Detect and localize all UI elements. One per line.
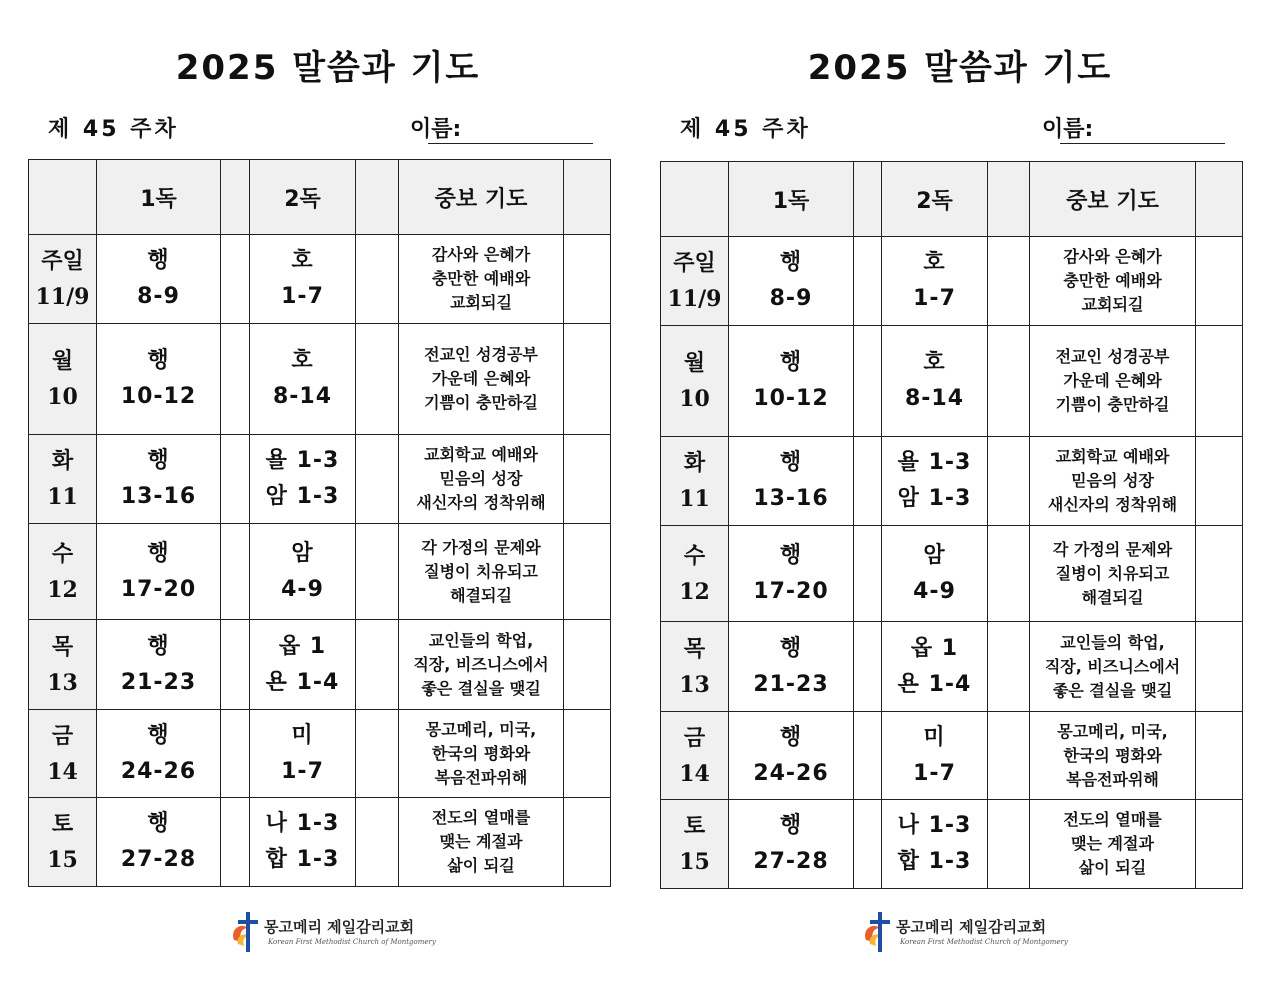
reading2-text: 암 1-3 xyxy=(265,484,340,509)
reading2-text: 욜 1-3 xyxy=(897,450,972,475)
header-prayer: 중보 기도 xyxy=(399,160,564,235)
day-cell xyxy=(661,237,729,326)
table-row xyxy=(29,235,611,324)
prayer-checkbox[interactable] xyxy=(564,710,611,798)
church-name-english: Korean First Methodist Church of Montgomery xyxy=(900,938,1068,946)
day-text: 11/9 xyxy=(667,286,722,312)
reading1-cell xyxy=(729,237,854,326)
reading1-text: 24-26 xyxy=(753,760,829,786)
prayer-text: 좋은 결실을 맺길 xyxy=(1052,680,1173,700)
prayer-cell xyxy=(1030,712,1196,800)
reading1-checkbox[interactable] xyxy=(854,437,882,526)
prayer-cell xyxy=(399,710,564,798)
table-row xyxy=(661,326,1243,437)
reading1-cell xyxy=(97,710,221,798)
reading1-checkbox[interactable] xyxy=(221,324,250,435)
reading2-text: 합 1-3 xyxy=(265,847,340,872)
church-name-english: Korean First Methodist Church of Montgomery xyxy=(268,938,436,946)
reading2-text: 암 1-3 xyxy=(897,486,972,511)
reading1-text: 24-26 xyxy=(120,758,197,784)
reading2-checkbox[interactable] xyxy=(356,710,399,798)
prayer-text: 기쁨이 충만하길 xyxy=(1055,395,1170,414)
prayer-text: 교회되길 xyxy=(450,293,512,312)
reading1-text: 13-16 xyxy=(120,484,197,509)
reading2-checkbox[interactable] xyxy=(356,435,399,524)
prayer-text: 교회학교 예배와 xyxy=(424,445,538,464)
day-cell xyxy=(29,435,97,524)
prayer-checkbox[interactable] xyxy=(1196,437,1243,526)
reading1-checkbox[interactable] xyxy=(854,526,882,622)
table-row xyxy=(661,622,1243,712)
prayer-checkbox[interactable] xyxy=(1196,526,1243,622)
reading1-checkbox[interactable] xyxy=(221,524,250,620)
prayer-checkbox[interactable] xyxy=(1196,326,1243,437)
prayer-text: 감사와 은혜가 xyxy=(431,245,531,264)
prayer-text: 충만한 예배와 xyxy=(431,269,531,288)
day-text: 12 xyxy=(679,578,710,605)
day-cell xyxy=(661,712,729,800)
prayer-checkbox[interactable] xyxy=(564,235,611,324)
day-text: 수 xyxy=(51,540,74,567)
name-label: 이름: xyxy=(1042,117,1094,142)
reading2-text: 욘 1-4 xyxy=(265,669,340,695)
reading1-text: 행 xyxy=(147,540,170,566)
prayer-cell xyxy=(1030,437,1196,526)
reading2-checkbox[interactable] xyxy=(356,524,399,620)
reading2-checkbox[interactable] xyxy=(988,800,1030,889)
reading2-text: 호 xyxy=(923,350,946,375)
reading2-text: 1-7 xyxy=(913,760,956,786)
prayer-checkbox[interactable] xyxy=(564,524,611,620)
reading1-checkbox[interactable] xyxy=(221,798,250,887)
reading1-cell xyxy=(729,712,854,800)
day-text: 수 xyxy=(683,542,706,569)
day-cell xyxy=(29,710,97,798)
name-field[interactable] xyxy=(1060,143,1225,144)
reading1-cell xyxy=(97,435,221,524)
prayer-cell xyxy=(399,524,564,620)
prayer-text: 새신자의 정착위해 xyxy=(416,493,546,512)
prayer-text: 질병이 치유되고 xyxy=(1055,563,1170,583)
reading2-cell xyxy=(250,435,356,524)
day-text: 11 xyxy=(47,484,78,510)
reading2-checkbox[interactable] xyxy=(988,622,1030,712)
reading2-text: 8-14 xyxy=(904,386,965,411)
table-row xyxy=(661,526,1243,622)
day-cell xyxy=(29,524,97,620)
reading2-cell xyxy=(250,324,356,435)
reading1-cell xyxy=(97,620,221,710)
day-cell xyxy=(29,620,97,710)
reading-table xyxy=(660,161,1243,889)
reading1-text: 27-28 xyxy=(753,849,829,874)
reading1-text: 행 xyxy=(147,248,170,273)
day-text: 금 xyxy=(683,724,706,751)
day-cell xyxy=(661,437,729,526)
table-row xyxy=(661,712,1243,800)
reading2-text: 호 xyxy=(291,248,314,273)
church-logo xyxy=(860,908,1068,960)
reading2-checkbox[interactable] xyxy=(356,235,399,324)
reading1-text: 행 xyxy=(779,542,803,568)
prayer-cell xyxy=(1030,237,1196,326)
reading2-checkbox[interactable] xyxy=(988,526,1030,622)
reading2-cell xyxy=(882,237,988,326)
reading1-text: 13-16 xyxy=(753,486,829,511)
prayer-text: 가운데 은혜와 xyxy=(431,369,531,388)
reading-table xyxy=(28,159,611,887)
reading1-cell xyxy=(729,326,854,437)
reading2-text: 나 1-3 xyxy=(897,813,972,838)
reading1-text: 행 xyxy=(147,811,170,836)
reading1-text: 행 xyxy=(779,635,803,661)
day-text: 15 xyxy=(679,849,710,875)
prayer-cell xyxy=(1030,526,1196,622)
day-text: 14 xyxy=(47,758,78,785)
day-cell xyxy=(661,526,729,622)
header-read1: 1독 xyxy=(729,162,854,237)
prayer-text: 각 가정의 문제와 xyxy=(1052,539,1173,559)
prayer-text: 교인들의 학업, xyxy=(428,630,534,650)
header-check1 xyxy=(854,162,882,237)
reading1-checkbox[interactable] xyxy=(854,712,882,800)
reading2-text: 미 xyxy=(291,722,314,748)
reading1-cell xyxy=(97,798,221,887)
prayer-cell xyxy=(399,435,564,524)
reading1-checkbox[interactable] xyxy=(854,326,882,437)
header-read1: 1독 xyxy=(97,160,221,235)
day-cell xyxy=(661,622,729,712)
reading2-text: 1-7 xyxy=(281,758,324,784)
day-cell xyxy=(661,800,729,889)
page-title: 2025 말씀과 기도 xyxy=(175,48,481,88)
reading2-cell xyxy=(882,437,988,526)
reading1-text: 행 xyxy=(779,250,803,275)
day-text: 10 xyxy=(679,386,710,412)
week-label: 제 45 주차 xyxy=(680,117,811,142)
church-logo xyxy=(228,908,436,960)
day-cell xyxy=(29,324,97,435)
day-text: 화 xyxy=(683,450,706,476)
reading1-text: 21-23 xyxy=(753,671,829,697)
church-name: 몽고메리 제일감리교회 xyxy=(896,918,1047,936)
bulletin-sheet-right xyxy=(660,0,1260,989)
reading2-cell xyxy=(882,712,988,800)
day-text: 12 xyxy=(47,576,78,603)
prayer-cell xyxy=(1030,326,1196,437)
table-row xyxy=(29,435,611,524)
reading1-cell xyxy=(97,324,221,435)
reading2-cell xyxy=(250,710,356,798)
reading1-text: 8-9 xyxy=(769,286,813,311)
prayer-cell xyxy=(399,235,564,324)
day-text: 월 xyxy=(683,350,706,376)
reading1-cell xyxy=(729,437,854,526)
prayer-text: 기쁨이 충만하길 xyxy=(424,393,538,412)
prayer-text: 충만한 예배와 xyxy=(1063,271,1162,290)
reading2-cell xyxy=(882,622,988,712)
reading2-text: 4-9 xyxy=(281,576,324,602)
week-label: 제 45 주차 xyxy=(48,117,179,142)
prayer-text: 감사와 은혜가 xyxy=(1063,247,1162,266)
prayer-text: 한국의 평화와 xyxy=(1063,745,1162,765)
reading1-text: 행 xyxy=(147,633,170,659)
prayer-text: 전도의 열매를 xyxy=(431,808,531,827)
reading2-text: 8-14 xyxy=(272,384,333,409)
prayer-text: 좋은 결실을 맺길 xyxy=(421,678,541,698)
prayer-cell xyxy=(1030,800,1196,889)
table-row xyxy=(29,524,611,620)
prayer-checkbox[interactable] xyxy=(1196,237,1243,326)
day-text: 주일 xyxy=(673,250,716,276)
page-title: 2025 말씀과 기도 xyxy=(807,48,1113,88)
table-row xyxy=(661,800,1243,889)
bulletin-sheet-left xyxy=(28,0,628,989)
reading2-checkbox[interactable] xyxy=(356,798,399,887)
reading2-text: 욘 1-4 xyxy=(897,671,972,697)
reading2-text: 옵 1 xyxy=(278,633,327,659)
prayer-text: 해결되길 xyxy=(1081,587,1144,607)
reading2-cell xyxy=(250,798,356,887)
prayer-checkbox[interactable] xyxy=(564,620,611,710)
header-check3 xyxy=(1196,162,1243,237)
reading2-cell xyxy=(882,326,988,437)
day-text: 13 xyxy=(679,671,710,698)
reading1-text: 행 xyxy=(147,448,170,473)
reading-table-body xyxy=(29,160,611,887)
prayer-text: 전교인 성경공부 xyxy=(1055,347,1170,366)
day-text: 11/9 xyxy=(35,284,90,310)
prayer-cell xyxy=(1030,622,1196,712)
prayer-checkbox[interactable] xyxy=(1196,800,1243,889)
reading2-text: 암 xyxy=(923,542,946,568)
day-cell xyxy=(29,235,97,324)
church-logo-icon xyxy=(228,910,268,956)
prayer-text: 한국의 평화와 xyxy=(431,743,531,763)
reading2-checkbox[interactable] xyxy=(988,326,1030,437)
reading2-cell xyxy=(250,524,356,620)
reading2-cell xyxy=(882,800,988,889)
prayer-text: 가운데 은혜와 xyxy=(1063,371,1162,390)
day-text: 13 xyxy=(47,669,78,696)
table-row xyxy=(29,798,611,887)
reading2-cell xyxy=(882,526,988,622)
reading1-text: 27-28 xyxy=(120,847,197,872)
day-text: 14 xyxy=(679,760,710,787)
prayer-text: 교회되길 xyxy=(1081,295,1144,314)
prayer-text: 삶이 되길 xyxy=(447,856,515,875)
reading2-text: 1-7 xyxy=(281,284,324,309)
name-field[interactable] xyxy=(428,143,593,144)
prayer-text: 직장, 비즈니스에서 xyxy=(413,654,549,674)
reading1-text: 행 xyxy=(147,348,170,373)
reading1-checkbox[interactable] xyxy=(854,800,882,889)
header-prayer: 중보 기도 xyxy=(1030,162,1196,237)
prayer-checkbox[interactable] xyxy=(564,435,611,524)
prayer-text: 맺는 계절과 xyxy=(439,832,523,851)
prayer-text: 삶이 되길 xyxy=(1078,858,1147,877)
reading2-text: 호 xyxy=(291,348,314,373)
reading2-checkbox[interactable] xyxy=(988,237,1030,326)
day-text: 주일 xyxy=(41,248,84,274)
header-day xyxy=(29,160,97,235)
reading1-checkbox[interactable] xyxy=(221,710,250,798)
reading1-cell xyxy=(729,622,854,712)
prayer-text: 복음전파위해 xyxy=(434,767,528,787)
prayer-cell xyxy=(399,620,564,710)
day-text: 금 xyxy=(51,722,74,749)
header-read2: 2독 xyxy=(250,160,356,235)
header-check3 xyxy=(564,160,611,235)
reading2-cell xyxy=(250,620,356,710)
reading2-text: 욜 1-3 xyxy=(265,448,340,473)
day-text: 화 xyxy=(51,448,74,474)
reading1-cell xyxy=(729,800,854,889)
prayer-text: 새신자의 정착위해 xyxy=(1047,495,1178,514)
prayer-text: 각 가정의 문제와 xyxy=(421,537,541,557)
prayer-checkbox[interactable] xyxy=(1196,712,1243,800)
prayer-text: 전도의 열매를 xyxy=(1063,810,1162,829)
reading2-text: 1-7 xyxy=(913,286,956,311)
table-row xyxy=(661,237,1243,326)
table-row xyxy=(661,437,1243,526)
header-check2 xyxy=(356,160,399,235)
prayer-checkbox[interactable] xyxy=(564,324,611,435)
day-cell xyxy=(29,798,97,887)
table-row xyxy=(29,324,611,435)
reading1-cell xyxy=(97,235,221,324)
prayer-text: 교인들의 학업, xyxy=(1060,632,1165,652)
table-row xyxy=(29,620,611,710)
header-check1 xyxy=(221,160,250,235)
reading1-text: 행 xyxy=(779,813,803,838)
reading1-text: 행 xyxy=(779,450,803,475)
reading2-text: 4-9 xyxy=(913,578,956,604)
reading2-cell xyxy=(250,235,356,324)
reading1-cell xyxy=(97,524,221,620)
reading2-text: 나 1-3 xyxy=(265,811,340,836)
prayer-text: 복음전파위해 xyxy=(1066,769,1159,789)
header-check2 xyxy=(988,162,1030,237)
prayer-text: 믿음의 성장 xyxy=(1071,471,1154,490)
prayer-text: 몽고메리, 미국, xyxy=(425,719,537,739)
day-text: 15 xyxy=(47,847,78,873)
reading1-text: 10-12 xyxy=(753,386,829,411)
reading1-checkbox[interactable] xyxy=(221,620,250,710)
header-row xyxy=(661,162,1243,237)
reading1-checkbox[interactable] xyxy=(854,237,882,326)
header-day xyxy=(661,162,729,237)
reading2-checkbox[interactable] xyxy=(988,712,1030,800)
prayer-text: 맺는 계절과 xyxy=(1071,834,1154,853)
reading2-checkbox[interactable] xyxy=(356,324,399,435)
header-read2: 2독 xyxy=(882,162,988,237)
reading1-text: 8-9 xyxy=(137,284,180,309)
day-text: 목 xyxy=(51,633,74,660)
prayer-checkbox[interactable] xyxy=(1196,622,1243,712)
reading2-text: 호 xyxy=(923,250,946,275)
table-row xyxy=(29,710,611,798)
header-row xyxy=(29,160,611,235)
prayer-text: 몽고메리, 미국, xyxy=(1057,721,1168,741)
day-text: 11 xyxy=(679,486,710,512)
reading-table-body xyxy=(661,162,1243,889)
reading2-checkbox[interactable] xyxy=(988,437,1030,526)
reading1-text: 17-20 xyxy=(753,578,829,604)
reading2-checkbox[interactable] xyxy=(356,620,399,710)
reading2-text: 암 xyxy=(291,540,314,566)
day-text: 목 xyxy=(683,635,706,662)
reading2-text: 옵 1 xyxy=(910,635,959,661)
prayer-cell xyxy=(399,324,564,435)
reading2-text: 미 xyxy=(923,724,946,750)
prayer-text: 질병이 치유되고 xyxy=(424,561,538,581)
prayer-text: 교회학교 예배와 xyxy=(1055,447,1170,466)
reading1-cell xyxy=(729,526,854,622)
prayer-cell xyxy=(399,798,564,887)
prayer-checkbox[interactable] xyxy=(564,798,611,887)
prayer-text: 믿음의 성장 xyxy=(439,469,523,488)
reading1-checkbox[interactable] xyxy=(221,235,250,324)
reading1-text: 행 xyxy=(779,350,803,375)
prayer-text: 직장, 비즈니스에서 xyxy=(1044,656,1181,676)
reading1-checkbox[interactable] xyxy=(221,435,250,524)
day-text: 10 xyxy=(47,384,78,410)
reading1-text: 21-23 xyxy=(120,669,197,695)
church-name: 몽고메리 제일감리교회 xyxy=(264,918,415,936)
day-text: 토 xyxy=(51,811,74,837)
prayer-text: 전교인 성경공부 xyxy=(424,345,538,364)
prayer-text: 해결되길 xyxy=(450,585,512,605)
reading1-text: 행 xyxy=(147,722,170,748)
day-text: 월 xyxy=(51,348,74,374)
reading1-checkbox[interactable] xyxy=(854,622,882,712)
day-text: 토 xyxy=(683,813,706,839)
reading1-text: 10-12 xyxy=(120,384,197,409)
church-logo-icon xyxy=(860,910,900,956)
reading1-text: 행 xyxy=(779,724,803,750)
reading2-text: 합 1-3 xyxy=(897,849,972,874)
reading1-text: 17-20 xyxy=(120,576,197,602)
day-cell xyxy=(661,326,729,437)
name-label: 이름: xyxy=(410,117,462,142)
